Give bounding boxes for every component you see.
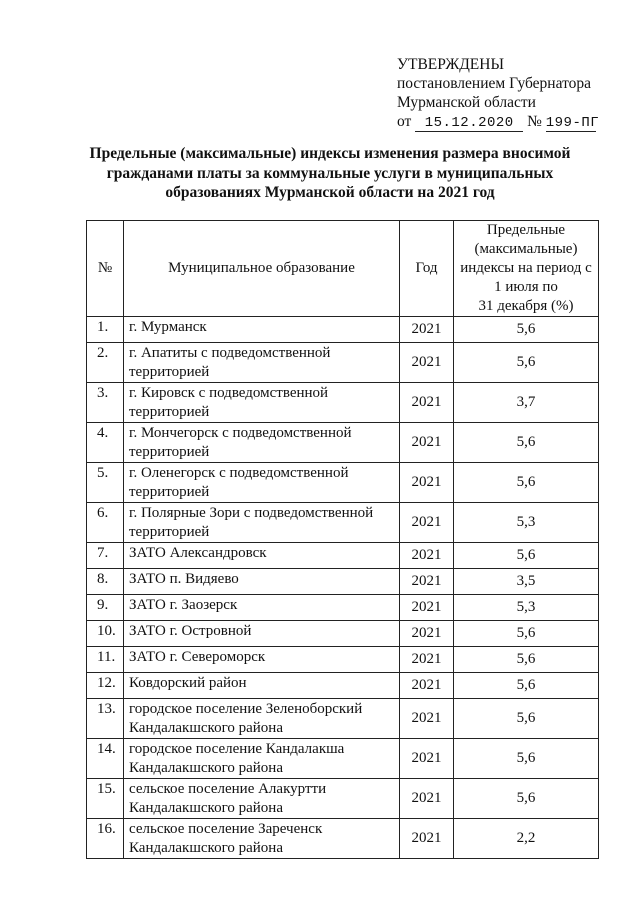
- row-index-value: 5,6: [454, 543, 599, 569]
- row-index-value: 5,6: [454, 621, 599, 647]
- municipality-name-line: городское поселение Зеленоборский: [129, 701, 363, 717]
- municipality-name-line: г. Кировск с подведомственной: [129, 385, 329, 401]
- header-index-line: Предельные: [486, 222, 566, 238]
- row-year: 2021: [400, 383, 454, 423]
- row-number: 10.: [87, 621, 124, 647]
- table-body: [87, 317, 599, 859]
- row-year: 2021: [400, 819, 454, 859]
- row-year: 2021: [400, 595, 454, 621]
- municipality-name-line: г. Мончегорск с подведомственной: [129, 425, 352, 441]
- row-number: 12.: [87, 673, 124, 699]
- row-index-value: 5,6: [454, 673, 599, 699]
- municipality-name: [124, 673, 400, 699]
- municipality-name-line: г. Апатиты с подведомственной: [129, 345, 331, 361]
- decree-date: 15.12.2020: [415, 115, 523, 132]
- header-num: №: [87, 221, 124, 317]
- approval-date-line: [397, 112, 600, 132]
- row-number: 15.: [87, 779, 124, 819]
- municipality-name-line: городское поселение Кандалакша: [129, 741, 345, 757]
- municipality-name: [124, 383, 400, 423]
- municipality-name-line: территорией: [129, 484, 210, 500]
- table-row: [87, 383, 599, 423]
- table-row: [87, 503, 599, 543]
- row-year: 2021: [400, 621, 454, 647]
- row-number: 3.: [87, 383, 124, 423]
- municipality-name-line: сельское поселение Зареченск: [129, 821, 323, 837]
- row-number: 13.: [87, 699, 124, 739]
- municipality-name: [124, 569, 400, 595]
- municipality-name-line: Кандалакшского района: [129, 720, 283, 736]
- municipality-name-line: г. Полярные Зори с подведомственной: [129, 505, 374, 521]
- row-number: 11.: [87, 647, 124, 673]
- row-number: 6.: [87, 503, 124, 543]
- row-index-value: 5,3: [454, 503, 599, 543]
- title-line-3: образованиях Мурманской области на 2021 год: [165, 184, 495, 201]
- row-index-value: 5,6: [454, 647, 599, 673]
- decree-number: 199-ПГ: [545, 115, 600, 131]
- municipality-name-line: Кандалакшского района: [129, 800, 283, 816]
- header-year: Год: [400, 221, 454, 317]
- title-line-1: Предельные (максимальные) индексы изменения размера вносимой: [89, 145, 571, 162]
- row-index-value: 5,3: [454, 595, 599, 621]
- municipality-name: [124, 463, 400, 503]
- approval-heading: УТВЕРЖДЕНЫ: [397, 56, 504, 73]
- row-number: 1.: [87, 317, 124, 343]
- row-year: 2021: [400, 739, 454, 779]
- row-number: 2.: [87, 343, 124, 383]
- table-row: [87, 819, 599, 859]
- row-number: 14.: [87, 739, 124, 779]
- municipality-name-line: территорией: [129, 444, 210, 460]
- municipality-name-line: ЗАТО Александровск: [129, 545, 267, 561]
- approval-line-region: Мурманской области: [397, 94, 536, 111]
- table-row: [87, 621, 599, 647]
- municipality-name: [124, 343, 400, 383]
- table-row: [87, 569, 599, 595]
- indices-table: [86, 220, 599, 859]
- row-year: 2021: [400, 503, 454, 543]
- row-index-value: 3,7: [454, 383, 599, 423]
- table-row: [87, 423, 599, 463]
- municipality-name: [124, 699, 400, 739]
- municipality-name: [124, 779, 400, 819]
- row-index-value: 5,6: [454, 779, 599, 819]
- table-header-row: [87, 221, 599, 317]
- municipality-name-line: ЗАТО п. Видяево: [129, 571, 239, 587]
- row-number: 4.: [87, 423, 124, 463]
- header-index: [454, 221, 599, 317]
- municipality-name-line: территорией: [129, 364, 210, 380]
- municipality-name: [124, 595, 400, 621]
- row-number: 8.: [87, 569, 124, 595]
- table-row: [87, 779, 599, 819]
- municipality-name-line: территорией: [129, 404, 210, 420]
- table-row: [87, 699, 599, 739]
- municipality-name: [124, 739, 400, 779]
- row-index-value: 5,6: [454, 343, 599, 383]
- row-index-value: 3,5: [454, 569, 599, 595]
- table-row: [87, 463, 599, 503]
- municipality-name: [124, 317, 400, 343]
- row-index-value: 5,6: [454, 463, 599, 503]
- number-prefix: №: [527, 113, 542, 130]
- date-prefix: от: [397, 113, 412, 130]
- municipality-name-line: Ковдорский район: [129, 675, 247, 691]
- municipality-name: [124, 543, 400, 569]
- table-row: [87, 343, 599, 383]
- table-row: [87, 317, 599, 343]
- table-row: [87, 543, 599, 569]
- row-year: 2021: [400, 343, 454, 383]
- table-row: [87, 647, 599, 673]
- municipality-name: [124, 423, 400, 463]
- row-index-value: 2,2: [454, 819, 599, 859]
- header-index-line: 31 декабря (%): [478, 298, 574, 314]
- row-number: 7.: [87, 543, 124, 569]
- row-number: 16.: [87, 819, 124, 859]
- row-year: 2021: [400, 317, 454, 343]
- title-line-2: гражданами платы за коммунальные услуги в муниципальных: [106, 164, 554, 182]
- row-year: 2021: [400, 673, 454, 699]
- row-year: 2021: [400, 699, 454, 739]
- table-row: [87, 739, 599, 779]
- municipality-name-line: ЗАТО г. Островной: [129, 623, 252, 639]
- municipality-name: [124, 621, 400, 647]
- table-row: [87, 595, 599, 621]
- table-row: [87, 673, 599, 699]
- header-index-line: 1 июля по: [494, 279, 558, 295]
- municipality-name: [124, 647, 400, 673]
- row-year: 2021: [400, 779, 454, 819]
- row-index-value: 5,6: [454, 699, 599, 739]
- municipality-name-line: сельское поселение Алакуртти: [129, 781, 327, 797]
- municipality-name-line: г. Мурманск: [129, 319, 207, 335]
- municipality-name: [124, 503, 400, 543]
- approval-line-decree: постановлением Губернатора: [397, 75, 592, 92]
- row-index-value: 5,6: [454, 423, 599, 463]
- municipality-name-line: ЗАТО г. Североморск: [129, 649, 266, 665]
- municipality-name-line: г. Оленегорск с подведомственной: [129, 465, 349, 481]
- row-index-value: 5,6: [454, 317, 599, 343]
- row-number: 5.: [87, 463, 124, 503]
- header-index-line: индексы на период с: [460, 260, 592, 276]
- header-index-line: (максимальные): [474, 241, 578, 257]
- municipality-name-line: Кандалакшского района: [129, 760, 283, 776]
- row-year: 2021: [400, 463, 454, 503]
- document-title: [70, 144, 590, 203]
- row-year: 2021: [400, 647, 454, 673]
- row-index-value: 5,6: [454, 739, 599, 779]
- municipality-name-line: территорией: [129, 524, 210, 540]
- header-municipality: Муниципальное образование: [124, 221, 400, 317]
- row-year: 2021: [400, 543, 454, 569]
- row-year: 2021: [400, 423, 454, 463]
- row-year: 2021: [400, 569, 454, 595]
- approval-stamp: [397, 55, 600, 132]
- municipality-name-line: ЗАТО г. Заозерск: [129, 597, 238, 613]
- row-number: 9.: [87, 595, 124, 621]
- municipality-name-line: Кандалакшского района: [129, 840, 283, 856]
- municipality-name: [124, 819, 400, 859]
